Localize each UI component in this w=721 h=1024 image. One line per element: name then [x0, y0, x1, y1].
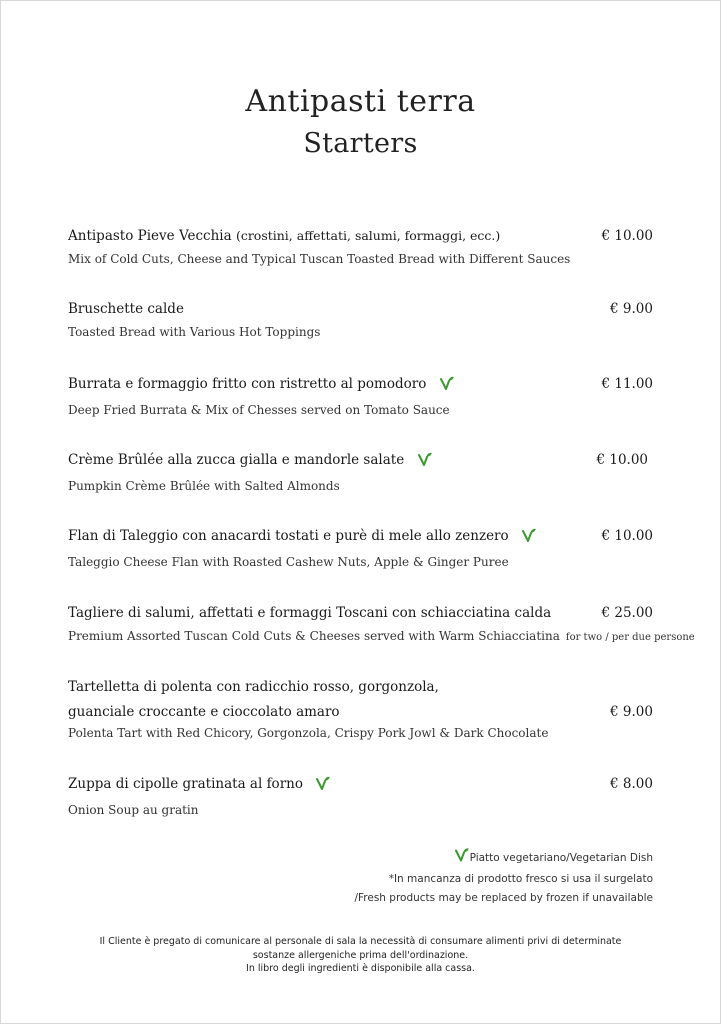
legend — [354, 846, 653, 908]
menu-item-antipasto-pieve-vecchia — [68, 227, 653, 267]
menu-item-tagliere — [68, 604, 695, 646]
item-description: Pumpkin Crème Brûlée with Salted Almonds — [68, 479, 340, 493]
item-price: € 11.00 — [601, 376, 653, 392]
legend-frozen-english: /Fresh products may be replaced by frozen if unavailable — [354, 892, 653, 904]
item-price: € 9.00 — [610, 301, 653, 317]
item-name: Antipasto Pieve Vecchia (crostini, affettati, salumi, formaggi, ecc.) — [68, 228, 501, 244]
item-description: Taleggio Cheese Flan with Roasted Cashew Nuts, Apple & Ginger Puree — [68, 555, 509, 569]
menu-item-flan-di-taleggio — [68, 527, 653, 570]
item-price: € 8.00 — [610, 776, 653, 792]
item-price: € 10.00 — [596, 452, 648, 468]
legend-vegetarian: Piatto vegetariano/Vegetarian Dish — [354, 846, 653, 870]
section-title-english: Starters — [303, 128, 418, 159]
allergen-notice-line-2: sostanze allergeniche prima dell'ordinazione. — [252, 949, 469, 961]
allergen-notice-line-3: In libro degli ingredienti è disponibile alla cassa. — [246, 963, 475, 974]
item-price: € 9.00 — [610, 704, 653, 720]
item-description: Mix of Cold Cuts, Cheese and Typical Tuscan Toasted Bread with Different Sauces — [68, 252, 571, 266]
legend-frozen-italian: *In mancanza di prodotto fresco si usa il surgelato — [388, 873, 653, 885]
item-name-line-2: guanciale croccante e cioccolato amaro — [68, 704, 340, 720]
item-price: € 25.00 — [601, 605, 653, 621]
allergen-notice-line-1: Il Cliente è pregato di comunicare al personale di sala la necessità di consumare alimenti privi di determinate — [99, 936, 622, 947]
item-name: Zuppa di cipolle gratinata al forno — [68, 775, 653, 796]
vegetarian-icon — [439, 375, 455, 396]
item-description: Deep Fried Burrata & Mix of Chesses served on Tomato Sauce — [68, 403, 450, 417]
menu-item-burrata — [68, 375, 653, 418]
item-serving-note: for two / per due persone — [565, 632, 695, 643]
item-name: Bruschette calde — [68, 301, 184, 317]
vegetarian-icon — [417, 451, 433, 472]
vegetarian-icon — [521, 527, 537, 548]
menu-item-zuppa-di-cipolle — [68, 775, 653, 818]
vegetarian-icon — [315, 775, 331, 796]
menu-item-creme-brulee — [68, 451, 653, 494]
item-name: Crème Brûlée alla zucca gialla e mandorle salate — [68, 451, 653, 472]
menu-item-tartelletta-di-polenta — [68, 678, 653, 741]
item-name-line-1: Tartelletta di polenta con radicchio rosso, gorgonzola, — [68, 679, 439, 695]
section-title-italian: Antipasti terra — [245, 84, 476, 119]
menu-item-bruschette-calde — [68, 300, 653, 340]
item-description: Toasted Bread with Various Hot Toppings — [68, 325, 321, 339]
vegetarian-icon — [454, 846, 470, 870]
allergen-notice — [0, 935, 721, 976]
item-name-extra: (crostini, affettati, salumi, formaggi, ecc.) — [235, 228, 501, 243]
item-name: Tagliere di salumi, affettati e formaggi Toscani con schiacciatina calda — [68, 605, 552, 621]
item-name: Burrata e formaggio fritto con ristretto al pomodoro — [68, 375, 653, 396]
item-description: Polenta Tart with Red Chicory, Gorgonzola, Crispy Pork Jowl & Dark Chocolate — [68, 726, 549, 740]
item-description: Onion Soup au gratin — [68, 803, 199, 817]
item-price: € 10.00 — [601, 528, 653, 544]
item-price: € 10.00 — [601, 228, 653, 244]
item-name: Flan di Taleggio con anacardi tostati e purè di mele allo zenzero — [68, 527, 653, 548]
item-description: Premium Assorted Tuscan Cold Cuts & Cheeses served with Warm Schiacciatina for two / per due persone — [68, 629, 695, 643]
